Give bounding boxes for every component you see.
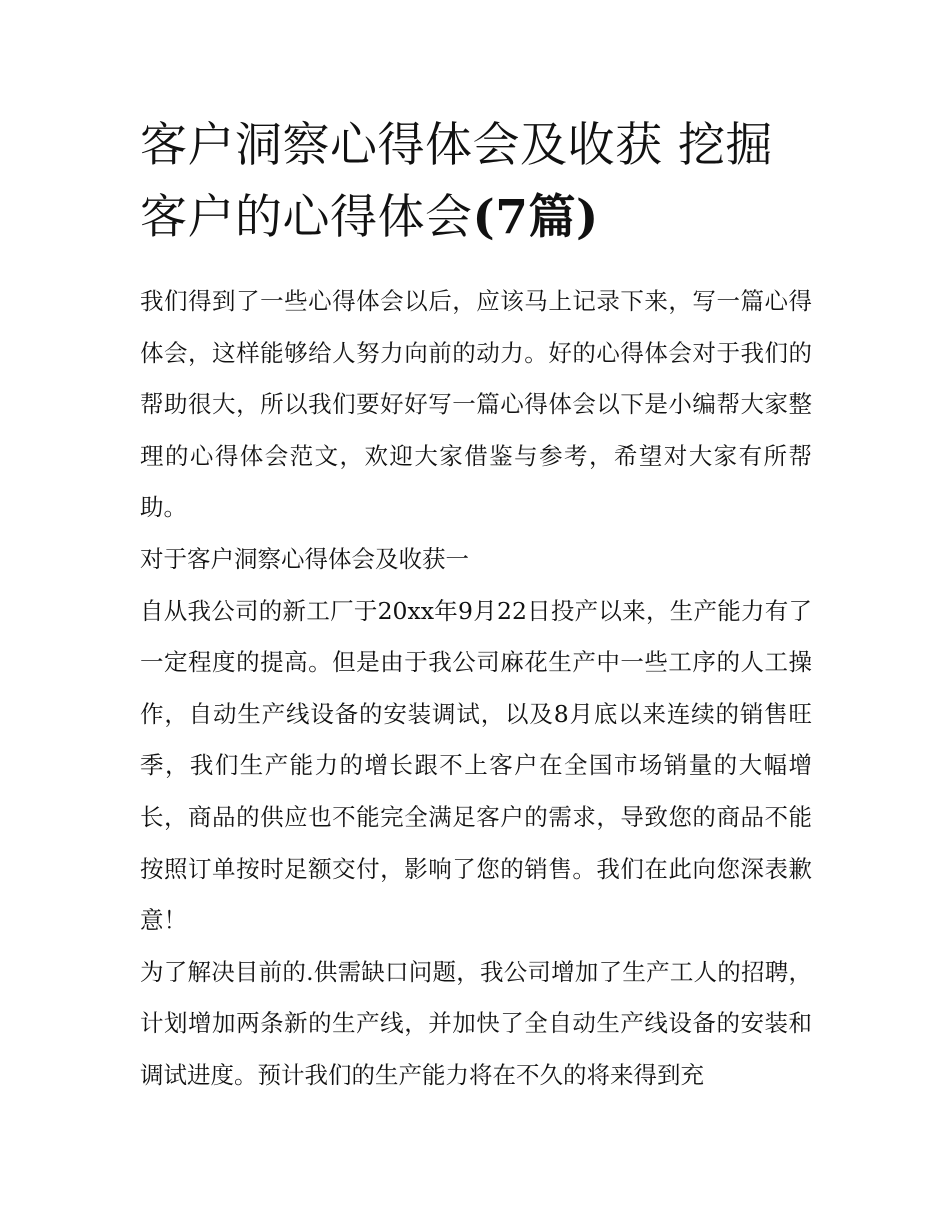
document-page bbox=[140, 110, 812, 1102]
body-paragraph: 自从我公司的新工厂于20xx年9月22日投产以来，生产能力有了一定程度的提高。但是由于我公司麻花生产中一些工序的人工操作，自动生产线设备的安装调试，以及8月底以来连续的销售旺季，我们生产能力的增长跟不上客户在全国市场销量的大幅增长，商品的供应也不能完全满足客户的需求，导致您的商品不能按照订单按时足额交付，影响了您的销售。我们在此向您深表歉意！ bbox=[140, 596, 812, 935]
title-main-text: 客户洞察心得体会及收获 挖掘客户的心得体会 bbox=[140, 118, 773, 245]
document-body bbox=[140, 276, 812, 1102]
document-title bbox=[140, 110, 812, 254]
intro-paragraph: 我们得到了一些心得体会以后，应该马上记录下来，写一篇心得体会，这样能够给人努力向前的动力。好的心得体会对于我们的帮助很大，所以我们要好好写一篇心得体会以下是小编帮大家整理的心得体会范文，欢迎大家借鉴与参考，希望对大家有所帮助。 bbox=[140, 287, 812, 522]
title-count-text: (7篇) bbox=[472, 190, 599, 245]
body-paragraph: 为了解决目前的.供需缺口问题，我公司增加了生产工人的招聘，计划增加两条新的生产线，并加快了全自动生产线设备的安装和调试进度。预计我们的生产能力将在不久的将来得到充 bbox=[140, 957, 812, 1089]
section-heading: 对于客户洞察心得体会及收获一 bbox=[140, 544, 469, 573]
